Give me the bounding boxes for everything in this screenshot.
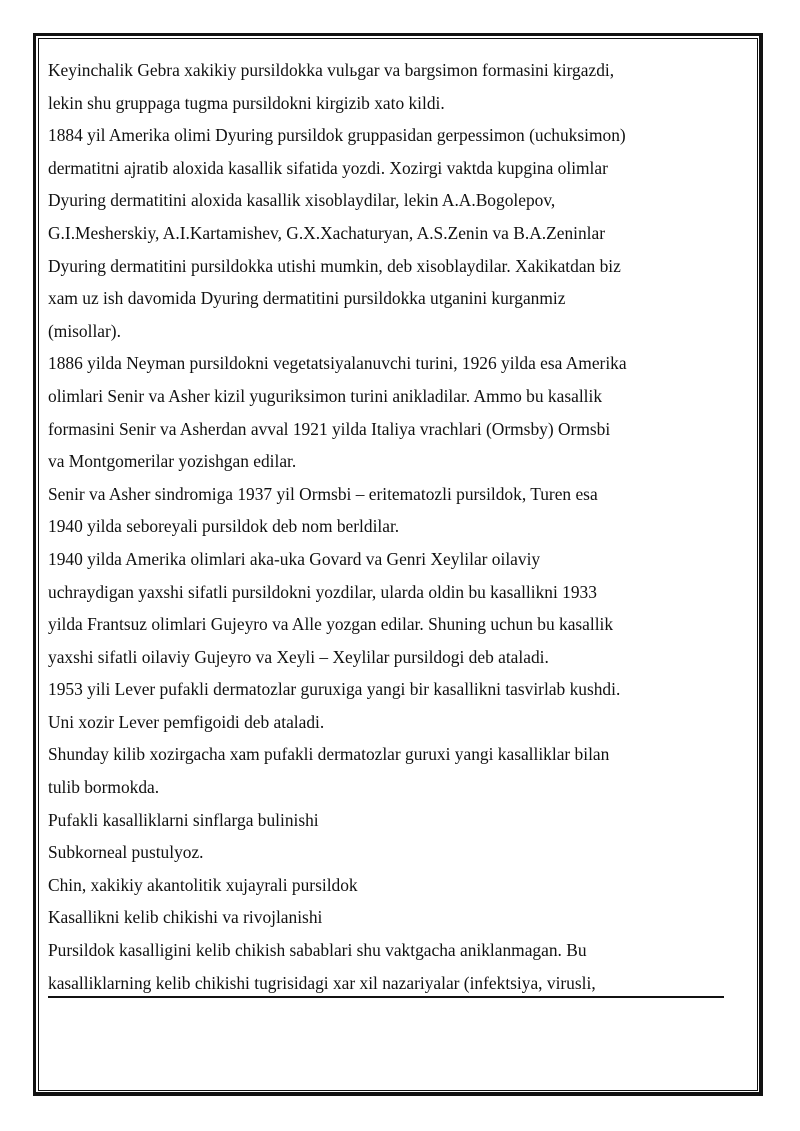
text-line: Shunday kilib xozirgacha xam pufakli dermatozlar guruxi yangi kasalliklar bilan — [48, 744, 610, 765]
text-line: 1886 yilda Neyman pursildokni vegetatsiyalanuvchi turini, 1926 yilda esa Amerika — [48, 353, 627, 374]
text-line: Keyinchalik Gebra xakikiy pursildokka vulьgar va bargsimon formasini kirgazdi, — [48, 60, 615, 80]
text-line: Dyuring dermatitini pursildokka utishi mumkin, deb xisoblaydilar. Xakikatdan biz — [48, 255, 621, 276]
text-line: va Montgomerilar yozishgan edilar. — [48, 451, 297, 472]
text-line: yaxshi sifatli oilaviy Gujeyro va Xeyli – Xeylilar pursildogi deb ataladi. — [48, 646, 549, 667]
section-heading: Chin, xakikiy akantolitik xujayrali pursildok — [48, 874, 358, 895]
text-line: 1884 yil Amerika olimi Dyuring pursildok gruppasidan gerpessimon (uchuksimon) — [48, 125, 626, 146]
document-body — [48, 54, 748, 999]
text-line: yilda Frantsuz olimlari Gujeyro va Alle yozgan edilar. Shuning uchun bu kasallik — [48, 614, 614, 635]
text-line: G.I.Mesherskiy, A.I.Kartamishev, G.X.Xachaturyan, A.S.Zenin va B.A.Zeninlar — [48, 222, 606, 243]
text-line: lekin shu gruppaga tugma pursildokni kirgizib xato kildi. — [48, 92, 445, 113]
text-line: Dyuring dermatitini aloxida kasallik xisoblaydilar, lekin A.A.Bogolepov, — [48, 190, 556, 211]
text-line: Uni xozir Lever pemfigoidi deb ataladi. — [48, 711, 325, 732]
text-line: 1940 yilda seboreyali pursildok deb nom berldilar. — [48, 516, 400, 537]
text-line: uchraydigan yaxshi sifatli pursildokni yozdilar, ularda oldin bu kasallikni 1933 — [48, 581, 597, 602]
text-line: 1953 yili Lever pufakli dermatozlar guruxiga yangi bir kasallikni tasvirlab kushdi. — [48, 679, 621, 700]
text-line: xam uz ish davomida Dyuring dermatitini pursildokka utganini kurganmiz — [48, 288, 566, 309]
section-heading: Kasallikni kelib chikishi va rivojlanishi — [48, 907, 323, 928]
text-line: kasalliklarning kelib chikishi tugrisidagi xar xil nazariyalar (infektsiya, virusli, — [48, 972, 596, 993]
section-heading: Pufakli kasalliklarni sinflarga bulinishi — [48, 809, 319, 830]
text-line: olimlari Senir va Asher kizil yuguriksimon turini anikladilar. Ammo bu kasallik — [48, 385, 603, 406]
footer-rule — [48, 996, 724, 998]
text-line: (misollar). — [48, 320, 121, 341]
text-line: tulib bormokda. — [48, 777, 160, 798]
text-line: Pursildok kasalligini kelib chikish sabablari shu vaktgacha aniklanmagan. Bu — [48, 940, 587, 961]
text-line: 1940 yilda Amerika olimlari aka-uka Govard va Genri Xeylilar oilaviy — [48, 548, 541, 569]
text-line: Senir va Asher sindromiga 1937 yil Ormsbi – eritematozli pursildok, Turen esa — [48, 483, 598, 504]
text-line: dermatitni ajratib aloxida kasallik sifatida yozdi. Xozirgi vaktda kupgina olimlar — [48, 157, 608, 178]
text-line: formasini Senir va Asherdan avval 1921 yilda Italiya vrachlari (Ormsby) Ormsbi — [48, 418, 611, 439]
section-heading: Subkorneal pustulyoz. — [48, 842, 204, 863]
